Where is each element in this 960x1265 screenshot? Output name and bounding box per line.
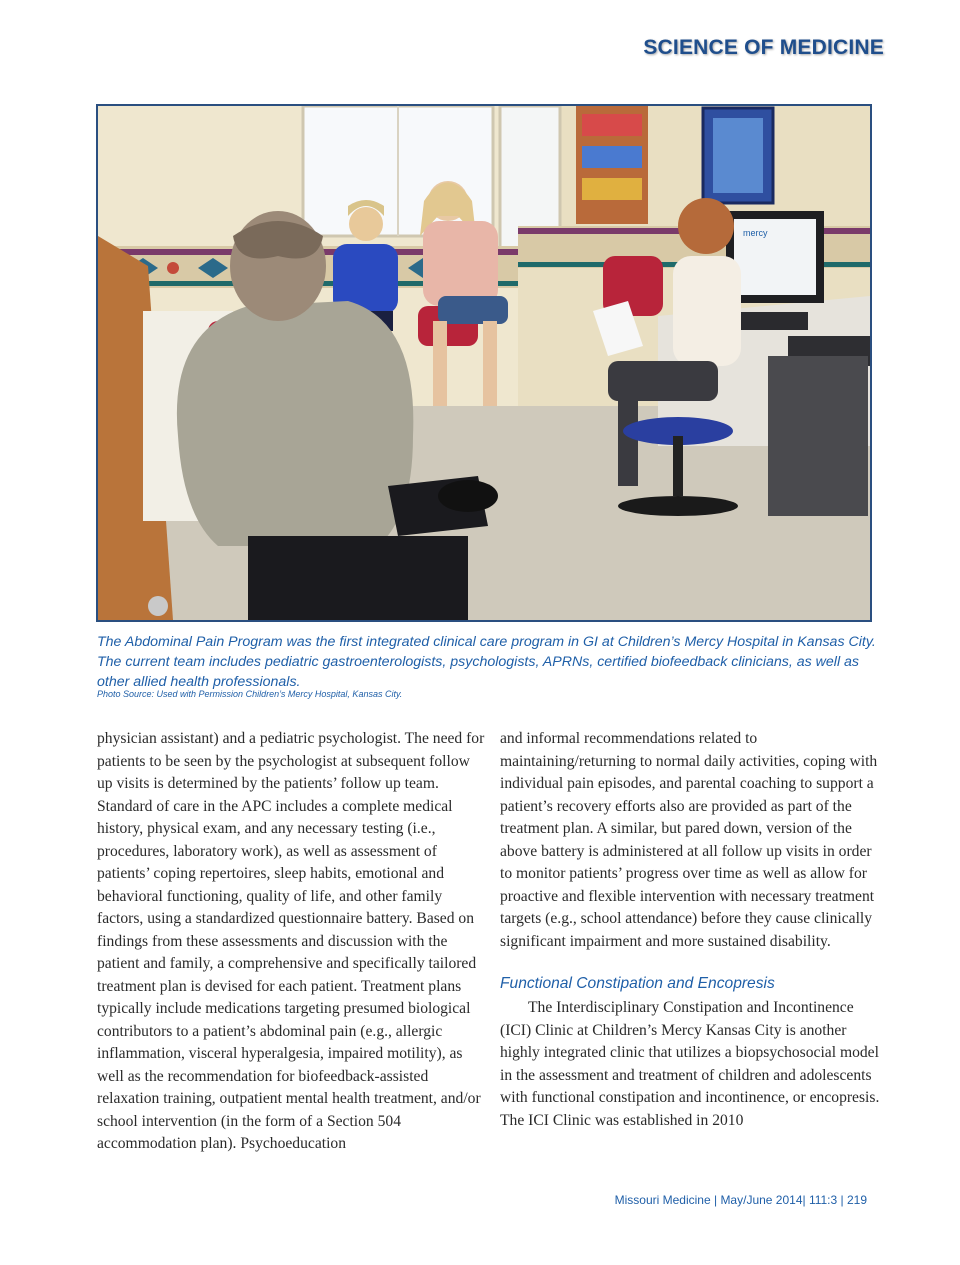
section-subheading: Functional Constipation and Encopresis <box>500 975 775 992</box>
right-column-paragraph-1: and informal recommendations related to maintaining/returning to normal daily activities, coping with individual pain episodes, and parental coaching to support a patient’s recovery efforts also are provided as part of the treatment plan. A similar, but pared down, version of the above battery is administered at all follow up visits in order to monitor patients’ progress over time as well as allow for proactive and flexible intervention with necessary treatment targets (e.g., school attendance) before they cause clinically significant impairment and more sustained disability. <box>500 730 878 950</box>
photo-source: Photo Source: Used with Permission Children’s Mercy Hospital, Kansas City. <box>97 689 403 699</box>
figure-caption: The Abdominal Pain Program was the first integrated clinical care program in GI at Children’s Mercy Hospital in Kansas City. The current team includes pediatric gastroenterologists, psychologists, APRNs, certified biofeedback clinicians, as well as other allied health professionals. <box>97 634 876 690</box>
monitor-label: mercy <box>743 228 768 238</box>
footer-citation: Missouri Medicine | May/June 2014| 111:3 | 219 <box>614 1193 867 1207</box>
right-column <box>500 728 885 1132</box>
left-column-text: physician assistant) and a pediatric psychologist. The need for patients to be seen by the psychologist at subsequent follow up visits is determined by the patients’ follow up team. Standard of care in the APC includes a complete medical history, physical exam, and any necessary testing (i.e., procedures, laboratory work), as well as assessment of patients’ coping repertoires, sleep habits, emotional and behavioral functioning, quality of life, and other family factors, using a standardized questionnaire battery. Based on findings from these assessments and discussion with the patient and family, a comprehensive and specifically tailored treatment plan is devised for each patient. Treatment plans typically include medications targeting presumed biological contributors to a patient’s abdominal pain (e.g., allergic inflammation, visceral hyperalgesia, impaired motility), as well as the recommendation for biofeedback-assisted relaxation training, outpatient mental health treatment, and/or school intervention (in the form of a Section 504 accommodation plan). Psychoeducation <box>97 730 485 1152</box>
section-title: SCIENCE OF MEDICINE <box>643 36 884 59</box>
left-column <box>97 728 485 1156</box>
right-column-paragraph-2: The Interdisciplinary Constipation and Incontinence (ICI) Clinic at Children’s Mercy Kansas City is another highly integrated clinic that utilizes a biopsychosocial model in the assessment and treatment of children and adolescents with functional constipation and incontinence, or encopresis. The ICI Clinic was established in 2010 <box>500 999 880 1129</box>
clinic-photo <box>96 104 872 622</box>
